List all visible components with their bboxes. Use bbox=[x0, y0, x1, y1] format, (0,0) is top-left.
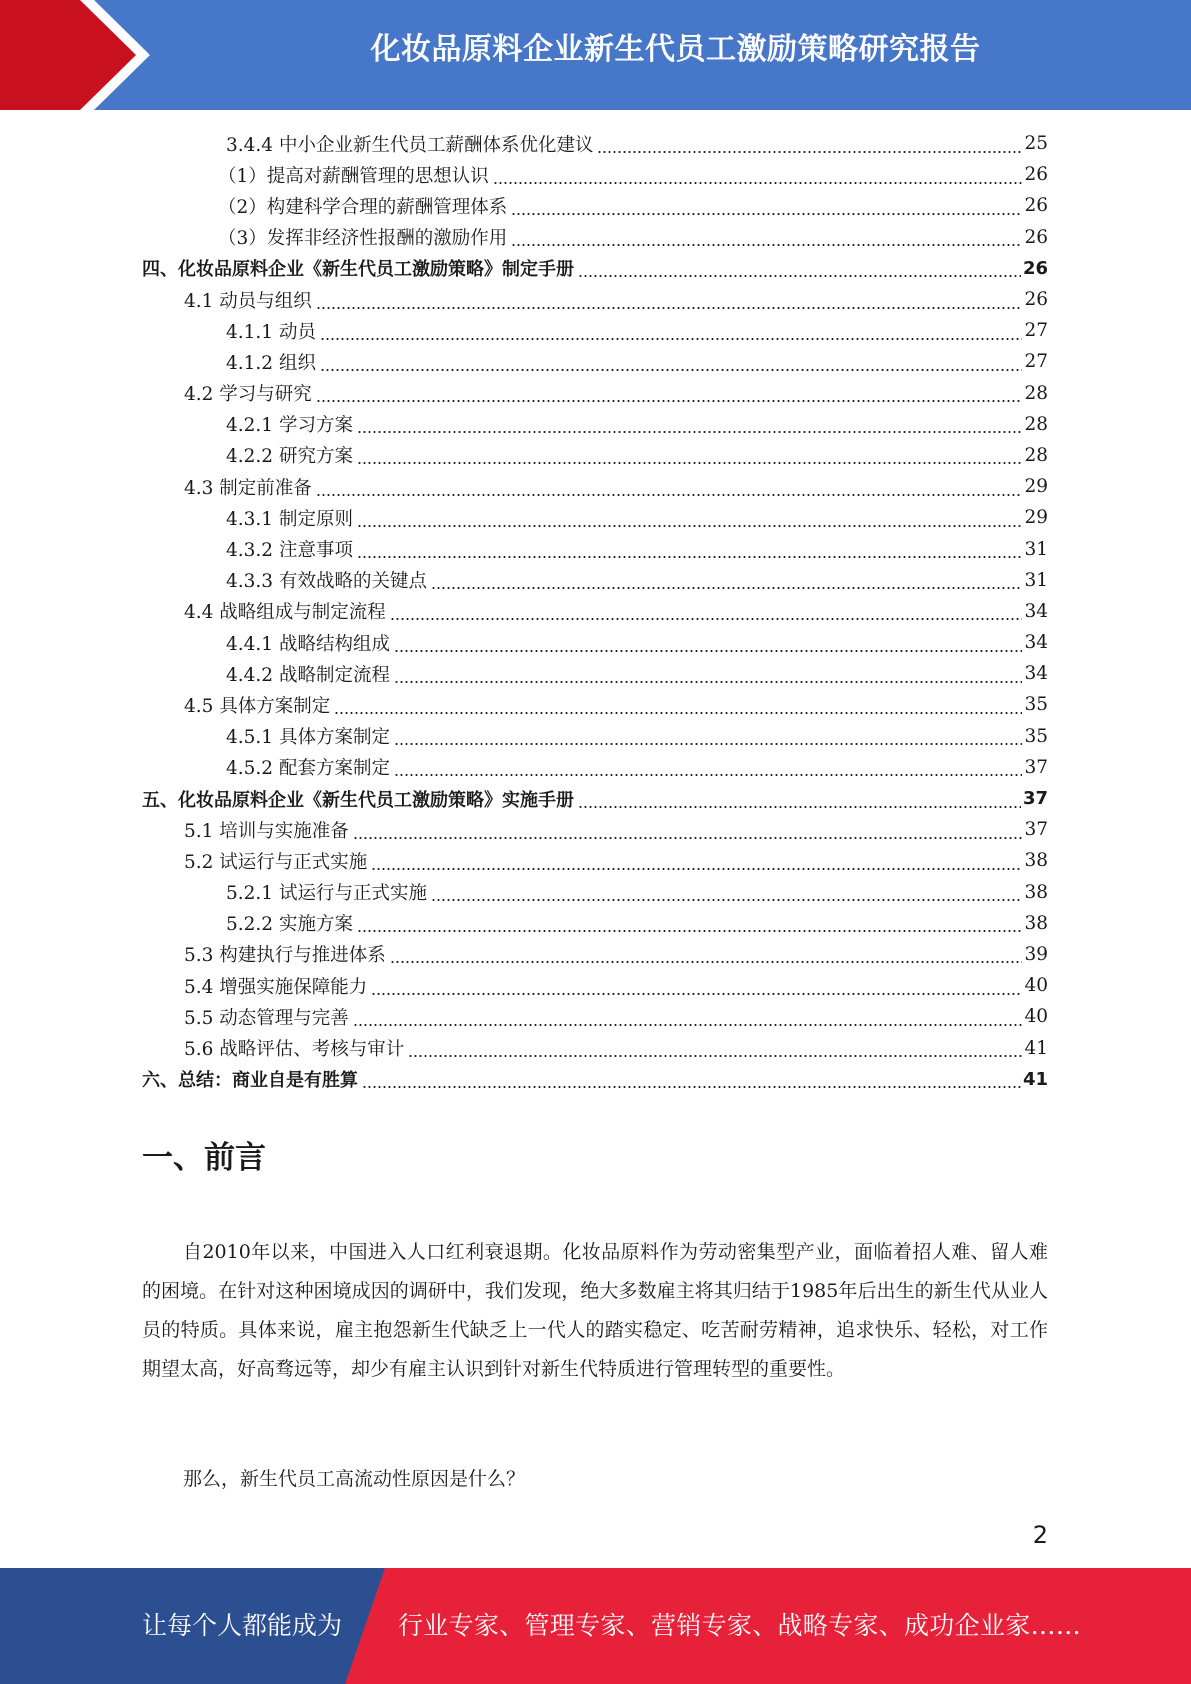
toc-leader-dots bbox=[408, 1044, 1022, 1058]
toc-entry-page: 34 bbox=[1024, 600, 1048, 622]
toc-leader-dots bbox=[357, 514, 1023, 528]
toc-entry-page: 26 bbox=[1024, 226, 1048, 248]
toc-leader-dots bbox=[394, 732, 1022, 746]
toc-entry-label: 四、化妆品原料企业《新生代员工激励策略》制定手册 bbox=[142, 259, 574, 281]
toc-entry-page: 28 bbox=[1024, 382, 1048, 404]
toc-entry-page: 29 bbox=[1024, 476, 1048, 498]
toc-entry[interactable] bbox=[142, 658, 1048, 689]
toc-entry-label: 3.4.4 中小企业新生代员工薪酬体系优化建议 bbox=[226, 134, 594, 156]
table-of-contents bbox=[142, 128, 1048, 1095]
toc-entry[interactable] bbox=[142, 721, 1048, 752]
toc-entry[interactable] bbox=[142, 1032, 1048, 1063]
toc-entry[interactable] bbox=[142, 689, 1048, 720]
toc-leader-dots bbox=[578, 795, 1021, 809]
toc-leader-dots bbox=[493, 171, 1023, 185]
toc-entry[interactable] bbox=[142, 970, 1048, 1001]
toc-entry-label: 4.3 制定前准备 bbox=[184, 477, 312, 499]
toc-entry-page: 34 bbox=[1024, 632, 1048, 654]
toc-entry-label: 5.2 试运行与正式实施 bbox=[184, 851, 368, 873]
toc-leader-dots bbox=[357, 420, 1023, 434]
toc-entry-label: 4.3.1 制定原则 bbox=[226, 508, 353, 530]
toc-leader-dots bbox=[362, 1075, 1021, 1089]
toc-leader-dots bbox=[394, 670, 1022, 684]
page-number: 2 bbox=[1032, 1521, 1048, 1549]
toc-entry-label: 五、化妆品原料企业《新生代员工激励策略》实施手册 bbox=[142, 789, 574, 811]
toc-entry-label: 4.4 战略组成与制定流程 bbox=[184, 602, 386, 624]
toc-entry[interactable] bbox=[142, 596, 1048, 627]
toc-leader-dots bbox=[511, 233, 1022, 247]
toc-entry-label: 4.5.2 配套方案制定 bbox=[226, 758, 390, 780]
toc-entry[interactable] bbox=[142, 222, 1048, 253]
toc-leader-dots bbox=[357, 545, 1023, 559]
footer-slogan-lead: 让每个人都能成为 bbox=[142, 1611, 343, 1640]
toc-leader-dots bbox=[320, 358, 1023, 372]
toc-entry-label: 4.4.1 战略结构组成 bbox=[226, 633, 390, 655]
toc-entry-page: 35 bbox=[1024, 694, 1048, 716]
toc-entry-page: 38 bbox=[1024, 850, 1048, 872]
toc-entry-label: 4.1 动员与组织 bbox=[184, 290, 312, 312]
toc-entry-label: 4.2 学习与研究 bbox=[184, 384, 312, 406]
toc-entry-page: 37 bbox=[1024, 756, 1048, 778]
toc-entry-page: 29 bbox=[1024, 507, 1048, 529]
toc-leader-dots bbox=[597, 140, 1022, 154]
toc-entry-page: 40 bbox=[1024, 1006, 1048, 1028]
toc-entry-page: 26 bbox=[1024, 195, 1048, 217]
toc-leader-dots bbox=[353, 1013, 1023, 1027]
toc-entry[interactable] bbox=[142, 814, 1048, 845]
toc-leader-dots bbox=[316, 389, 1023, 403]
toc-entry[interactable] bbox=[142, 284, 1048, 315]
toc-entry-page: 38 bbox=[1024, 881, 1048, 903]
toc-entry-page: 37 bbox=[1024, 819, 1048, 841]
toc-entry-label: （2）构建科学合理的薪酬管理体系 bbox=[218, 196, 508, 218]
toc-entry[interactable] bbox=[142, 502, 1048, 533]
toc-entry-page: 38 bbox=[1024, 912, 1048, 934]
toc-entry[interactable] bbox=[142, 378, 1048, 409]
toc-entry[interactable] bbox=[142, 346, 1048, 377]
toc-entry[interactable] bbox=[142, 752, 1048, 783]
toc-entry[interactable] bbox=[142, 877, 1048, 908]
toc-entry-page: 26 bbox=[1024, 164, 1048, 186]
toc-leader-dots bbox=[390, 607, 1023, 621]
section-paragraph: 那么，新生代员工高流动性原因是什么？ bbox=[183, 1468, 526, 1490]
toc-entry[interactable] bbox=[142, 128, 1048, 159]
toc-entry-page: 34 bbox=[1024, 663, 1048, 685]
toc-entry-page: 28 bbox=[1024, 413, 1048, 435]
toc-entry[interactable] bbox=[142, 471, 1048, 502]
toc-entry[interactable] bbox=[142, 1001, 1048, 1032]
toc-leader-dots bbox=[357, 919, 1023, 933]
toc-entry-page: 37 bbox=[1022, 788, 1048, 810]
toc-entry-label: 六、总结：商业自是有胜算 bbox=[142, 1070, 358, 1092]
toc-entry[interactable] bbox=[142, 627, 1048, 658]
toc-leader-dots bbox=[320, 327, 1023, 341]
toc-leader-dots bbox=[334, 701, 1022, 715]
header-title: 化妆品原料企业新生代员工激励策略研究报告 bbox=[370, 32, 981, 67]
toc-entry[interactable] bbox=[142, 1064, 1048, 1095]
toc-leader-dots bbox=[390, 950, 1023, 964]
toc-entry[interactable] bbox=[142, 908, 1048, 939]
toc-entry-page: 31 bbox=[1024, 538, 1048, 560]
toc-entry-label: 4.4.2 战略制定流程 bbox=[226, 664, 390, 686]
toc-entry-page: 41 bbox=[1024, 1037, 1048, 1059]
toc-entry-page: 41 bbox=[1022, 1068, 1048, 1090]
toc-entry-label: 4.1.1 动员 bbox=[226, 321, 316, 343]
toc-entry-page: 26 bbox=[1022, 257, 1048, 279]
footer-slogan-list: 行业专家、管理专家、营销专家、战略专家、成功企业家…… bbox=[398, 1611, 1082, 1640]
toc-entry-page: 31 bbox=[1024, 569, 1048, 591]
toc-entry[interactable] bbox=[142, 190, 1048, 221]
toc-entry[interactable] bbox=[142, 783, 1048, 814]
toc-entry-page: 27 bbox=[1024, 351, 1048, 373]
toc-leader-dots bbox=[316, 483, 1023, 497]
toc-entry[interactable] bbox=[142, 533, 1048, 564]
toc-entry-label: 5.5 动态管理与完善 bbox=[184, 1007, 349, 1029]
section-paragraph: 自2010年以来，中国进入人口红利衰退期。化妆品原料作为劳动密集型产业，面临着招人难、留人难的困境。在针对这种困境成因的调研中，我们发现，绝大多数雇主将其归结于1985年后出生的新生代从业人员的特质。具体来说，雇主抱怨新生代缺乏上一代人的踏实稳定、吃苦耐劳精神，追求快乐、轻松，对工作期望太高，好高骛远等，却少有雇主认识到针对新生代特质进行管理转型的重要性。 bbox=[142, 1241, 1048, 1380]
toc-entry[interactable] bbox=[142, 939, 1048, 970]
toc-entry-label: 4.5 具体方案制定 bbox=[184, 695, 331, 717]
toc-entry-page: 35 bbox=[1024, 725, 1048, 747]
toc-entry-label: 4.2.2 研究方案 bbox=[226, 446, 353, 468]
toc-entry[interactable] bbox=[142, 845, 1048, 876]
page-header bbox=[0, 0, 1191, 110]
toc-leader-dots bbox=[431, 888, 1022, 902]
toc-entry-label: 5.6 战略评估、考核与审计 bbox=[184, 1039, 405, 1061]
section-title: 一、前言 bbox=[142, 1140, 266, 1176]
toc-entry-label: （3）发挥非经济性报酬的激励作用 bbox=[218, 228, 508, 250]
toc-leader-dots bbox=[578, 264, 1021, 278]
toc-entry-page: 40 bbox=[1024, 975, 1048, 997]
toc-entry-label: 4.5.1 具体方案制定 bbox=[226, 727, 390, 749]
toc-leader-dots bbox=[394, 639, 1022, 653]
toc-entry-label: 4.2.1 学习方案 bbox=[226, 415, 353, 437]
toc-entry[interactable] bbox=[142, 253, 1048, 284]
toc-entry[interactable] bbox=[142, 409, 1048, 440]
toc-leader-dots bbox=[357, 451, 1023, 465]
toc-entry-label: （1）提高对薪酬管理的思想认识 bbox=[218, 165, 489, 187]
toc-entry-page: 27 bbox=[1024, 320, 1048, 342]
toc-entry-label: 5.3 构建执行与推进体系 bbox=[184, 945, 386, 967]
page-footer bbox=[0, 1568, 1191, 1684]
toc-entry-page: 39 bbox=[1024, 943, 1048, 965]
toc-leader-dots bbox=[316, 296, 1023, 310]
toc-leader-dots bbox=[371, 857, 1022, 871]
toc-leader-dots bbox=[353, 826, 1023, 840]
toc-entry[interactable] bbox=[142, 159, 1048, 190]
toc-entry[interactable] bbox=[142, 440, 1048, 471]
toc-entry-page: 26 bbox=[1024, 289, 1048, 311]
toc-entry-label: 5.1 培训与实施准备 bbox=[184, 820, 349, 842]
toc-entry-page: 28 bbox=[1024, 444, 1048, 466]
toc-entry-label: 4.3.3 有效战略的关键点 bbox=[226, 571, 427, 593]
toc-leader-dots bbox=[431, 576, 1022, 590]
toc-leader-dots bbox=[371, 982, 1022, 996]
toc-entry-page: 25 bbox=[1024, 133, 1048, 155]
toc-entry-label: 5.2.2 实施方案 bbox=[226, 914, 353, 936]
toc-entry[interactable] bbox=[142, 315, 1048, 346]
toc-leader-dots bbox=[511, 202, 1022, 216]
toc-entry-label: 5.4 增强实施保障能力 bbox=[184, 976, 368, 998]
toc-entry-label: 4.3.2 注意事项 bbox=[226, 540, 353, 562]
toc-entry[interactable] bbox=[142, 565, 1048, 596]
toc-leader-dots bbox=[394, 763, 1022, 777]
toc-entry-label: 4.1.2 组织 bbox=[226, 352, 316, 374]
toc-entry-label: 5.2.1 试运行与正式实施 bbox=[226, 883, 427, 905]
